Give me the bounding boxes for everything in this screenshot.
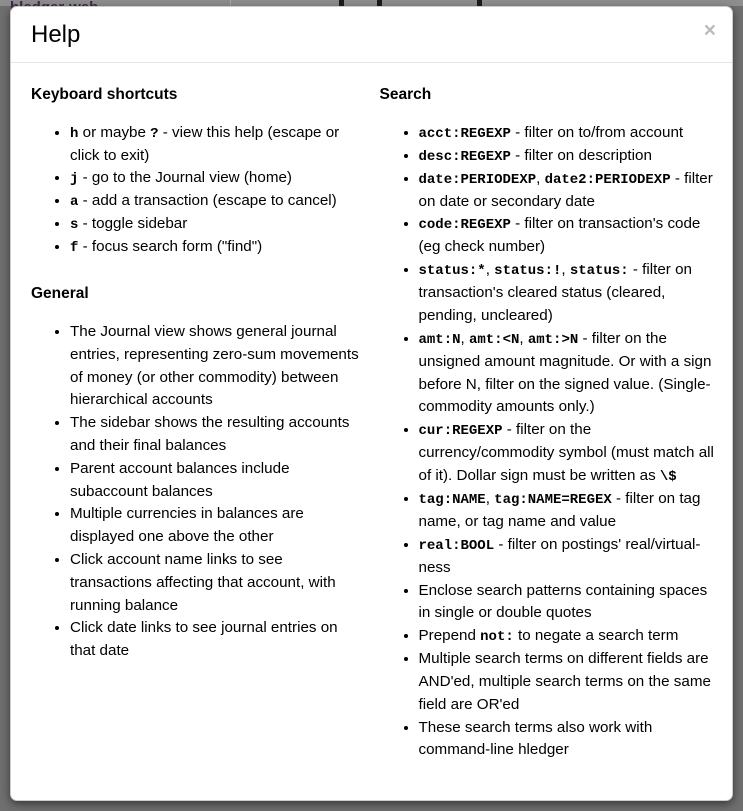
code-term: tag:NAME — [418, 491, 486, 508]
code-term: status: — [569, 263, 629, 280]
code-term: amt:>N — [527, 331, 579, 348]
help-modal — [10, 6, 733, 801]
list-item: • Prepend not: to negate a search term — [419, 625, 715, 648]
code-term: s — [70, 217, 79, 234]
list-item: • acct:REGEXP - filter on to/from account — [419, 122, 715, 145]
code-term: real:BOOL — [418, 537, 495, 554]
list-item: • These search terms also work with command-line hledger — [419, 717, 715, 763]
code-term: code:REGEXP — [418, 217, 511, 234]
code-term: j — [70, 171, 79, 188]
list-item: • Enclose search patterns containing spaces in single or double quotes — [419, 580, 715, 626]
list-item: • cur:REGEXP - filter on the currency/commodity symbol (must match all of it). Dollar sign must be written as \$ — [419, 419, 715, 488]
code-term: amt:N — [418, 331, 461, 348]
list-item: • amt:N, amt:<N, amt:>N - filter on the unsigned amount magnitude. Or with a sign before N, filter on the signed value. (Single-commodity amounts only.) — [419, 328, 715, 419]
code-term: tag:NAME=REGEX — [494, 491, 612, 508]
list-item: • status:*, status:!, status: - filter on transaction's cleared status (cleared, pending, uncleared) — [419, 259, 715, 328]
code-term: ? — [150, 125, 159, 142]
section-list — [31, 321, 366, 663]
list-item: • h or maybe ? - view this help (escape or click to exit) — [70, 122, 366, 168]
list-item: • The sidebar shows the resulting accounts and their final balances — [70, 412, 366, 458]
code-term: desc:REGEXP — [418, 148, 511, 165]
list-item: • date:PERIODEXP, date2:PERIODEXP - filter on date or secondary date — [419, 168, 715, 214]
code-term: a — [70, 194, 79, 211]
right-column — [380, 83, 715, 772]
code-term: date:PERIODEXP — [418, 171, 537, 188]
list-item: • j - go to the Journal view (home) — [70, 167, 366, 190]
list-item: • a - add a transaction (escape to cancel) — [70, 190, 366, 213]
code-term: date2:PERIODEXP — [544, 171, 671, 188]
section-heading: General — [31, 285, 89, 303]
list-item: • Parent account balances include subaccount balances — [70, 458, 366, 504]
list-item: • Multiple currencies in balances are displayed one above the other — [70, 503, 366, 549]
modal-header — [11, 7, 732, 63]
list-item: • tag:NAME, tag:NAME=REGEX - filter on tag name, or tag name and value — [419, 488, 715, 534]
section-list — [380, 122, 715, 763]
list-item: • desc:REGEXP - filter on description — [419, 145, 715, 168]
modal-body — [11, 63, 732, 792]
list-item: • real:BOOL - filter on postings' real/virtual-ness — [419, 534, 715, 580]
list-item: • Click date links to see journal entries on that date — [70, 617, 366, 663]
code-term: f — [70, 240, 79, 257]
code-term: acct:REGEXP — [418, 125, 511, 142]
list-item: • Multiple search terms on different fields are AND'ed, multiple search terms on the same field are OR'ed — [419, 648, 715, 716]
close-icon[interactable]: × — [703, 19, 716, 42]
list-item: • The Journal view shows general journal entries, representing zero-sum movements of money (or other commodity) between hierarchical accounts — [70, 321, 366, 412]
list-item: • code:REGEXP - filter on transaction's code (eg check number) — [419, 213, 715, 259]
code-term: cur:REGEXP — [418, 423, 503, 440]
code-term: amt:<N — [468, 331, 520, 348]
code-term: h — [70, 125, 79, 142]
code-term: status:! — [494, 263, 562, 280]
left-column — [31, 83, 366, 772]
code-term: \$ — [659, 468, 677, 485]
list-item: • s - toggle sidebar — [70, 213, 366, 236]
list-item: • f - focus search form ("find") — [70, 236, 366, 259]
section-heading: Search — [379, 86, 432, 103]
code-term: status:* — [418, 263, 486, 280]
code-term: not: — [480, 629, 514, 646]
modal-title: Help — [31, 21, 81, 48]
section-heading: Keyboard shortcuts — [31, 86, 178, 103]
list-item: • Click account name links to see transactions affecting that account, with running balance — [70, 549, 366, 617]
section-list — [31, 122, 366, 260]
